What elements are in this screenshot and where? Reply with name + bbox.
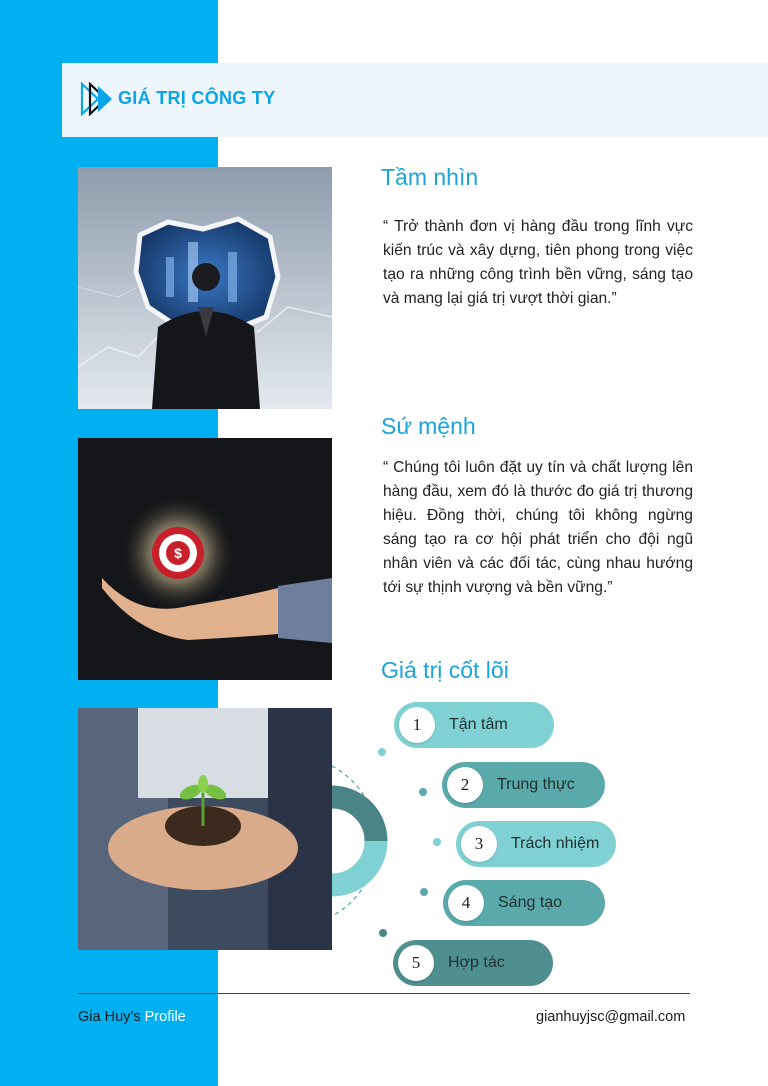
core-value-label: Hợp tác [448,954,505,971]
core-values-title: Giá trị cốt lõi [381,657,509,683]
core-value-number: 5 [398,945,434,981]
footer-name: Gia Huy’s [78,1009,141,1025]
footer-profile [78,1009,186,1025]
core-value-label: Tận tâm [449,716,508,733]
core-value-label: Trung thực [497,776,575,793]
core-value-number: 1 [399,707,435,743]
core-value-number: 3 [461,826,497,862]
mission-text: “ Chúng tôi luôn đặt uy tín và chất lượng lên hàng đầu, xem đó là thước đo giá trị thương hiệu. Đồng thời, chúng tôi không ngừng sáng tạo ra cơ hội phát triển cho đội ngũ nhân viên và các đối tác, cùng nhau hướng tới sự thịnh vượng và bền vững.” [383,459,693,596]
core-values-photo [78,708,332,950]
core-value-item-1 [394,702,554,748]
footer-email: gianhuyjsc@gmail.com [536,1009,686,1025]
core-value-number: 2 [447,767,483,803]
footer-divider [78,993,690,994]
core-value-number: 4 [448,885,484,921]
core-value-item-4 [443,880,605,926]
core-value-item-2 [442,762,605,808]
core-value-item-5 [393,940,553,986]
core-value-label: Trách nhiệm [511,835,600,852]
vision-title: Tầm nhìn [381,164,479,190]
core-value-item-3 [456,821,616,867]
vision-photo [78,167,332,409]
svg-text:$: $ [174,545,182,561]
mission-title: Sứ mệnh [381,413,476,439]
core-value-label: Sáng tạo [498,894,563,911]
page-title: GIÁ TRỊ CÔNG TY [118,88,276,108]
mission-photo [78,438,332,680]
footer-profile-word: Profile [144,1009,186,1025]
vision-text: “ Trở thành đơn vị hàng đầu trong lĩnh vực kiến trúc và xây dựng, tiên phong trong việc tạo ra những công trình bền vững, sáng tạo và mang lại giá trị vượt thời gian.” [383,218,693,307]
fast-forward-logo-icon [80,82,116,116]
